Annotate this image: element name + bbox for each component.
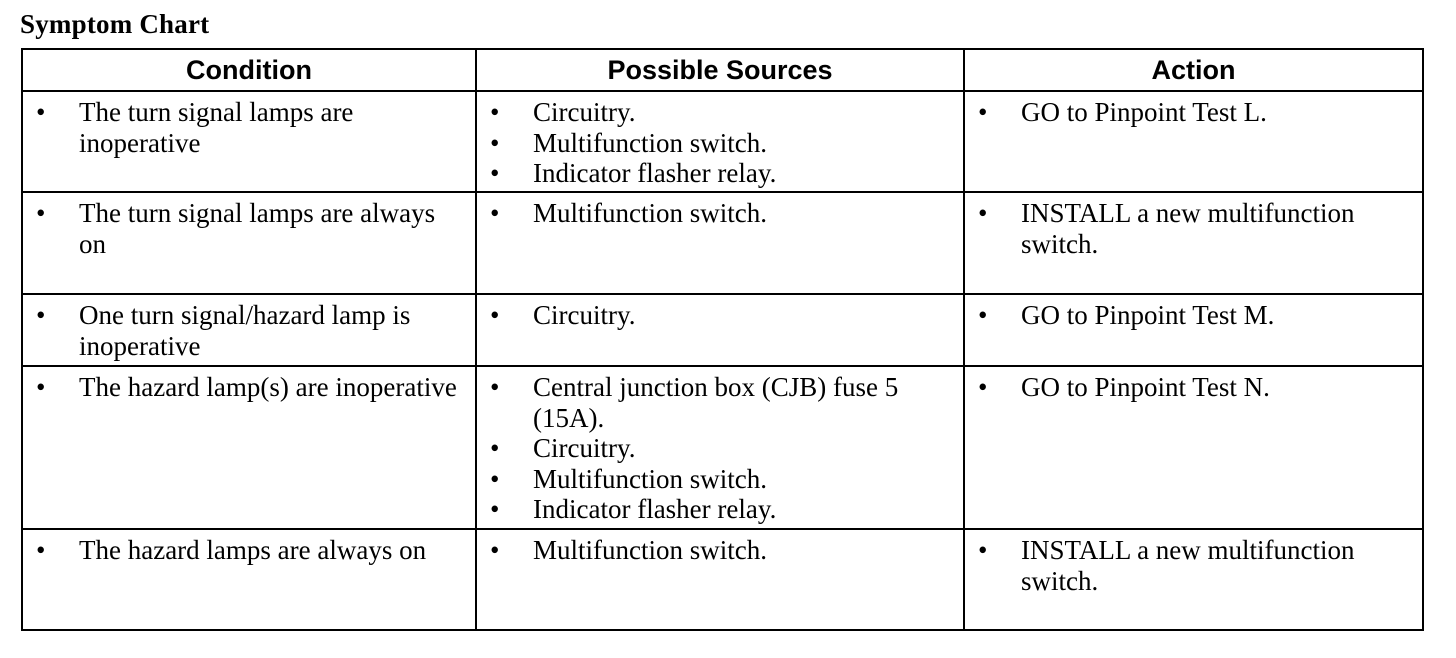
table-row bbox=[22, 192, 1423, 294]
bullet-icon: • bbox=[978, 372, 988, 402]
list-item bbox=[477, 97, 963, 128]
source-text: Multifunction switch. bbox=[533, 463, 767, 494]
condition-cell bbox=[22, 192, 476, 294]
action-text: INSTALL a new multifunction switch. bbox=[1021, 198, 1355, 259]
page-title: Symptom Chart bbox=[20, 9, 210, 39]
condition-text: One turn signal/hazard lamp is inoperative bbox=[79, 300, 411, 361]
condition-cell bbox=[22, 529, 476, 630]
list-item bbox=[23, 97, 475, 158]
list-item bbox=[23, 535, 475, 566]
list-item bbox=[23, 372, 475, 403]
source-text: Indicator flasher relay. bbox=[533, 158, 777, 188]
list-item bbox=[23, 198, 475, 259]
bullet-icon: • bbox=[36, 372, 46, 402]
bullet-icon: • bbox=[978, 535, 988, 565]
list-item bbox=[477, 464, 963, 495]
bullet-icon: • bbox=[490, 463, 500, 494]
bullet-icon: • bbox=[490, 494, 500, 524]
source-text: Multifunction switch. bbox=[533, 127, 767, 158]
list-item bbox=[477, 494, 963, 525]
table-header-row bbox=[22, 49, 1423, 91]
action-text: GO to Pinpoint Test N. bbox=[1021, 372, 1270, 402]
source-text: Multifunction switch. bbox=[533, 198, 767, 228]
bullet-icon: • bbox=[978, 300, 988, 330]
table-row bbox=[22, 294, 1423, 366]
list-item bbox=[477, 158, 963, 189]
bullet-icon: • bbox=[490, 433, 500, 463]
action-cell bbox=[964, 192, 1423, 294]
list-item bbox=[965, 535, 1422, 596]
condition-cell bbox=[22, 366, 476, 529]
list-item bbox=[477, 372, 963, 433]
list-item bbox=[965, 372, 1422, 403]
condition-text: The hazard lamp(s) are inoperative bbox=[79, 372, 457, 402]
source-text: Indicator flasher relay. bbox=[533, 494, 777, 524]
symptom-table bbox=[21, 48, 1424, 631]
bullet-icon: • bbox=[490, 535, 500, 565]
sources-cell bbox=[476, 192, 964, 294]
table-row bbox=[22, 529, 1423, 630]
source-text: Circuitry. bbox=[533, 97, 636, 127]
bullet-icon: • bbox=[36, 97, 46, 127]
source-text: Circuitry. bbox=[533, 300, 636, 330]
list-item bbox=[965, 97, 1422, 128]
bullet-icon: • bbox=[978, 198, 988, 228]
condition-text: The turn signal lamps are always on bbox=[79, 198, 436, 259]
action-text: INSTALL a new multifunction switch. bbox=[1021, 535, 1355, 596]
action-text: GO to Pinpoint Test M. bbox=[1021, 300, 1275, 330]
bullet-icon: • bbox=[36, 535, 46, 565]
bullet-icon: • bbox=[490, 97, 500, 127]
bullet-icon: • bbox=[490, 158, 500, 188]
list-item bbox=[965, 198, 1422, 259]
condition-cell bbox=[22, 294, 476, 366]
list-item bbox=[477, 300, 963, 331]
source-text: Circuitry. bbox=[533, 433, 636, 463]
action-cell bbox=[964, 91, 1423, 192]
header-condition: Condition bbox=[22, 49, 476, 91]
action-cell bbox=[964, 294, 1423, 366]
action-cell bbox=[964, 366, 1423, 529]
action-cell bbox=[964, 529, 1423, 630]
header-action: Action bbox=[964, 49, 1423, 91]
condition-text: The hazard lamps are always on bbox=[79, 535, 427, 565]
list-item bbox=[23, 300, 475, 361]
bullet-icon: • bbox=[490, 372, 500, 402]
sources-cell bbox=[476, 91, 964, 192]
bullet-icon: • bbox=[36, 198, 46, 228]
sources-cell bbox=[476, 294, 964, 366]
list-item bbox=[477, 535, 963, 566]
condition-text: The turn signal lamps are inoperative bbox=[79, 97, 354, 158]
bullet-icon: • bbox=[490, 300, 500, 330]
table-row bbox=[22, 91, 1423, 192]
action-text: GO to Pinpoint Test L. bbox=[1021, 97, 1267, 127]
bullet-icon: • bbox=[490, 127, 500, 158]
list-item bbox=[477, 198, 963, 229]
source-text: Multifunction switch. bbox=[533, 535, 767, 565]
bullet-icon: • bbox=[490, 198, 500, 228]
list-item bbox=[477, 128, 963, 159]
list-item bbox=[477, 433, 963, 464]
list-item bbox=[965, 300, 1422, 331]
source-text: Central junction box (CJB) fuse 5 (15A). bbox=[533, 372, 899, 433]
bullet-icon: • bbox=[978, 97, 988, 127]
bullet-icon: • bbox=[36, 300, 46, 330]
sources-cell bbox=[476, 366, 964, 529]
sources-cell bbox=[476, 529, 964, 630]
header-possible-sources: Possible Sources bbox=[476, 49, 964, 91]
table-row bbox=[22, 366, 1423, 529]
condition-cell bbox=[22, 91, 476, 192]
